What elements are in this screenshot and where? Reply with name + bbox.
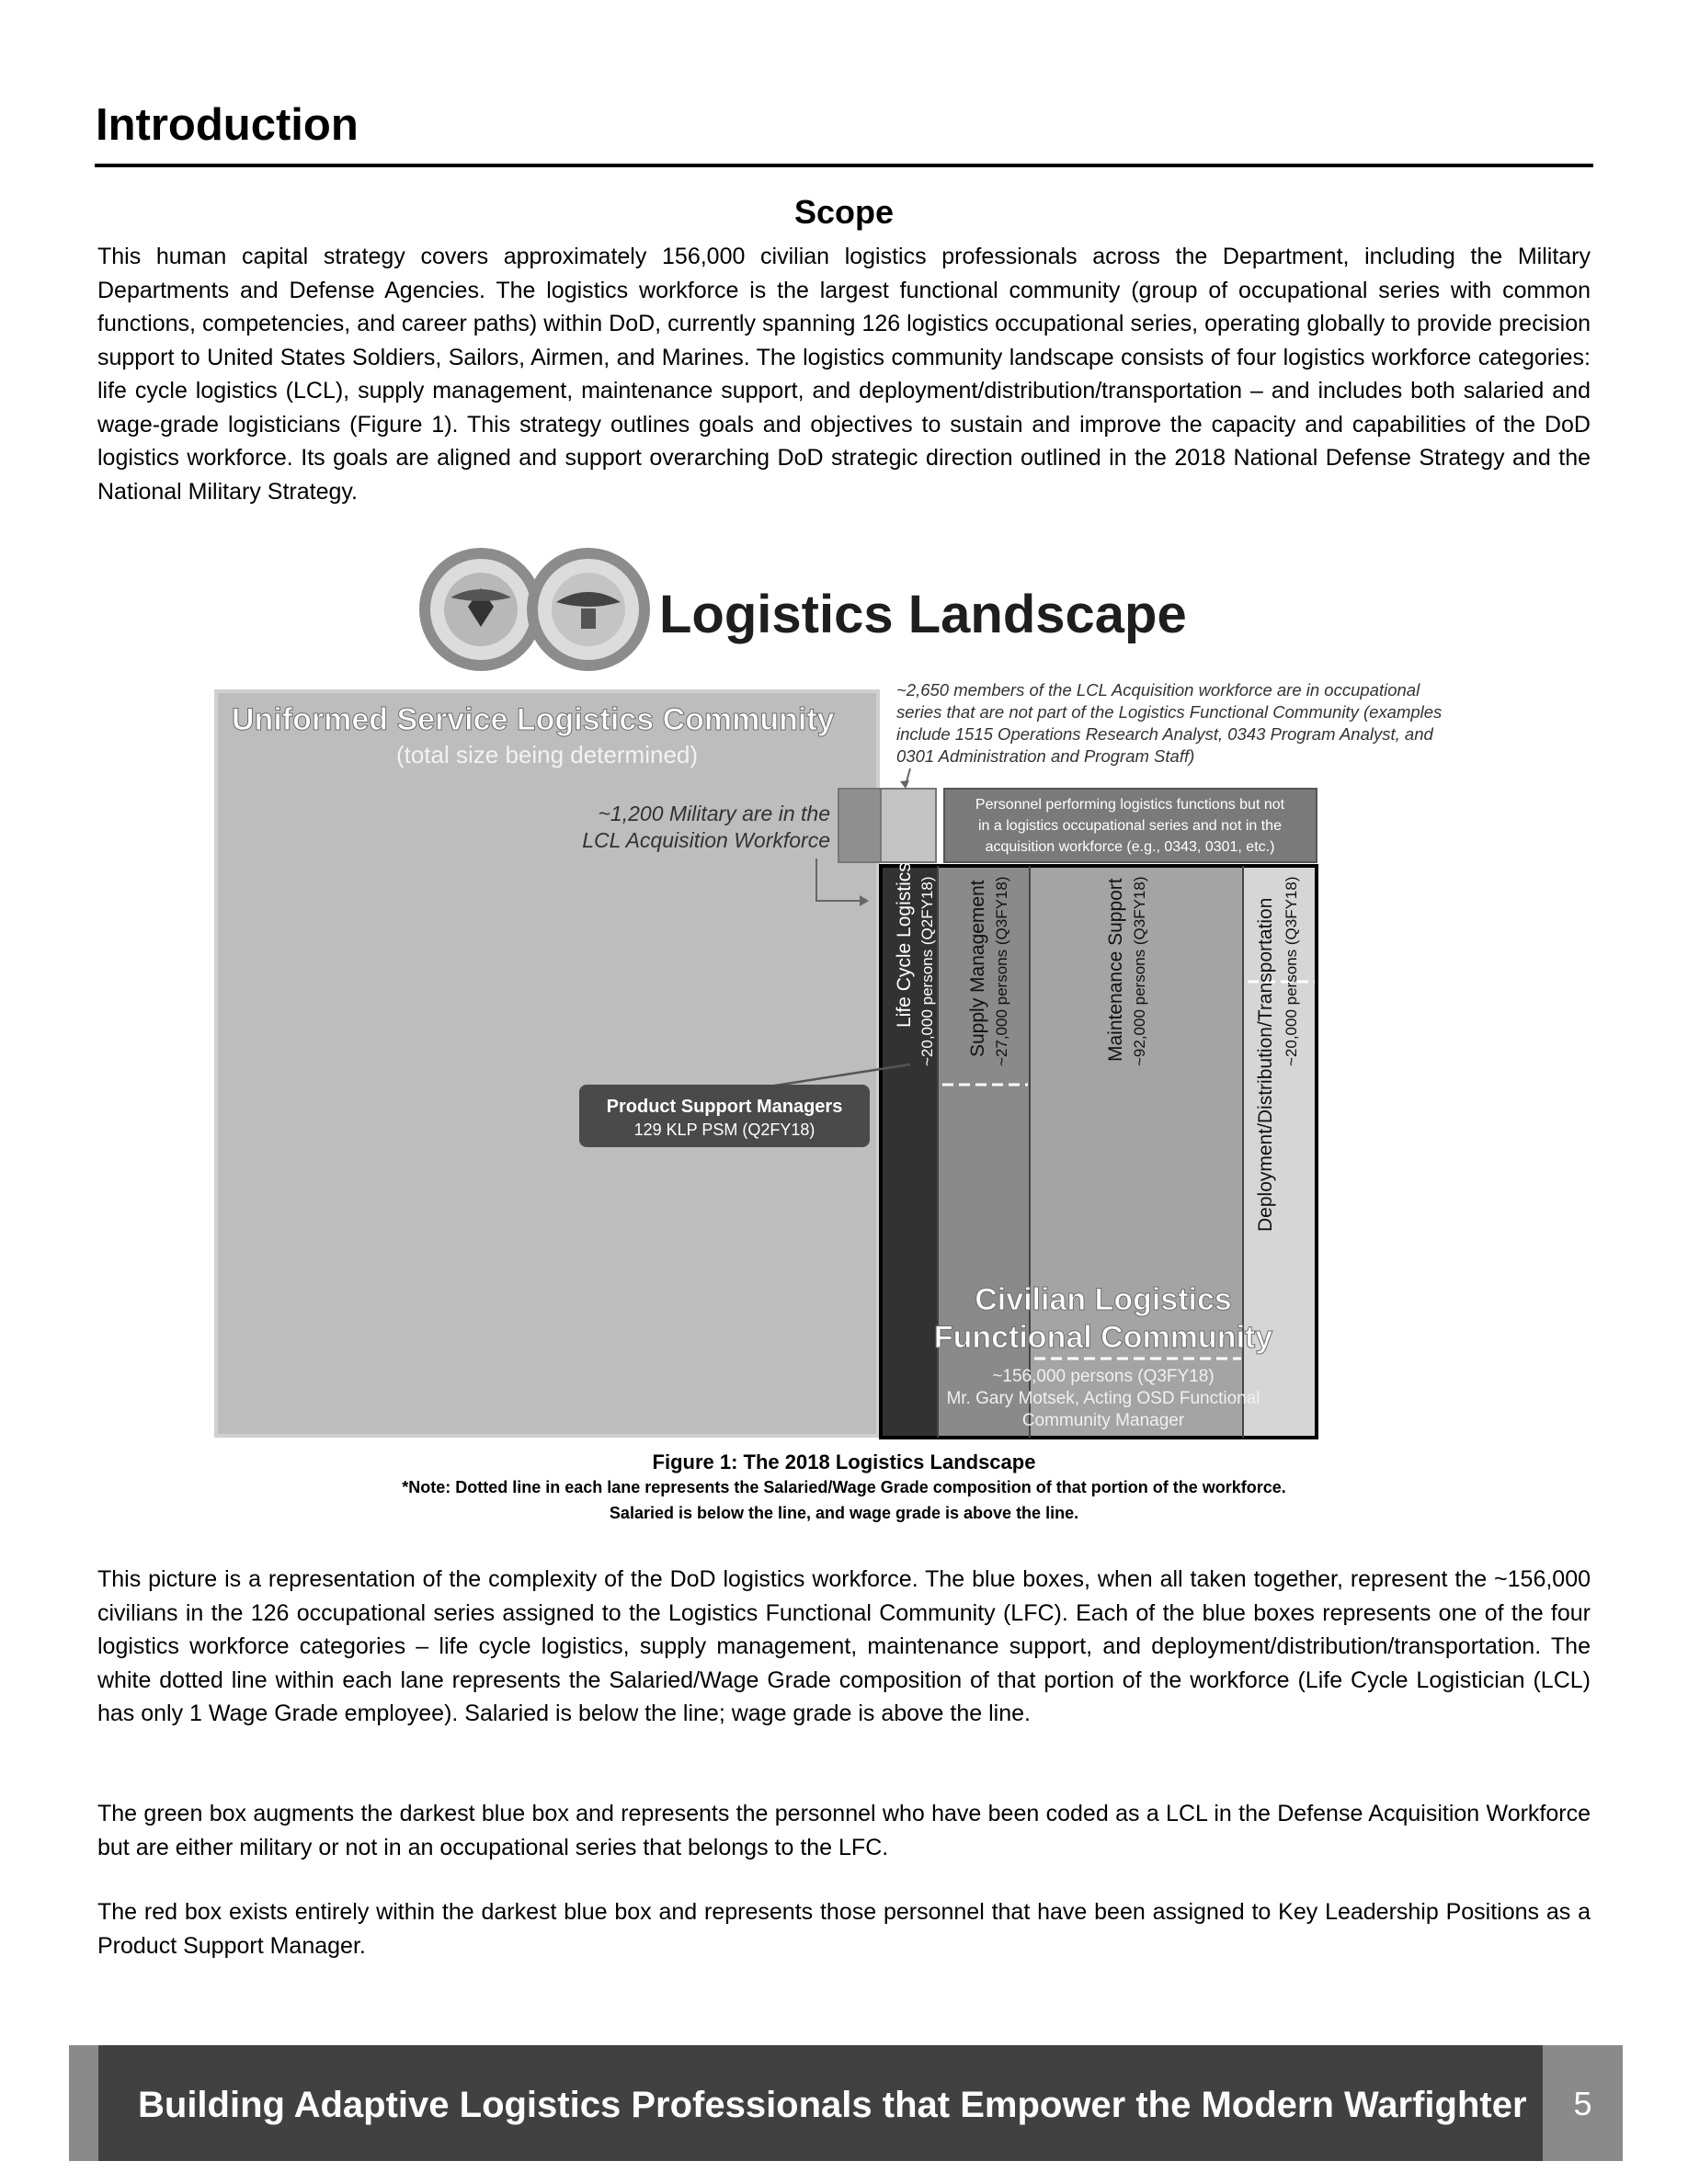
green-box-paragraph: The green box augments the darkest blue box and represents the personnel who have been coded as a LCL in the Defense Acquisition Workforce but are either military or not in an occupational series that belongs to the LFC. [97,1801,1591,1860]
personnel-box-line1: Personnel performing logistics functions but not [975,797,1285,813]
psm-title: Product Support Managers [606,1097,843,1117]
civilian-title-line1: Civilian Logistics [975,1282,1232,1317]
lane-label-deployment: Deployment/Distribution/Transportation [1255,897,1276,1232]
asd-lmr-seal-icon [527,548,650,671]
civilian-sub-line1: ~156,000 persons (Q3FY18) [992,1367,1215,1386]
scope-title: Scope [793,193,895,231]
footer-title: Building Adaptive Logistics Professionals that Empower the Modern Warfighter [138,2085,1527,2125]
personnel-box-line2: in a logistics occupational series and not in the [978,818,1282,834]
personnel-box-line3: acquisition workforce (e.g., 0343, 0301, etc.) [985,839,1275,855]
psm-subtitle: 129 KLP PSM (Q2FY18) [633,1120,815,1139]
figure-title: Logistics Landscape [659,585,1187,644]
logistics-landscape-figure [0,533,1688,1443]
lane-count-lcl: ~20,000 persons (Q2FY18) [918,876,936,1066]
uniformed-subtitle: (total size being determined) [395,741,699,768]
civilian-sub-line2: Mr. Gary Motsek, Acting OSD Functional [946,1389,1260,1408]
military-note-line2: LCL Acquisition Workforce [582,828,830,852]
lane-label-maintenance: Maintenance Support [1105,878,1126,1062]
lane-label-lcl: Life Cycle Logistics [894,862,915,1028]
lane-count-deployment: ~20,000 persons (Q3FY18) [1283,876,1300,1066]
military-note-line1: ~1,200 Military are in the [598,802,830,825]
heading-rule [95,164,1593,167]
red-box-paragraph: The red box exists entirely within the darkest blue box and represents those personnel that have been assigned to Key Leadership Positions as a Product Support Manager. [97,1899,1591,1959]
lcl-note-line2: series that are not part of the Logistics Functional Community (examples [896,702,1443,722]
lane-label-supply: Supply Management [967,880,988,1057]
figure-caption: Figure 1: The 2018 Logistics Landscape [652,1450,1036,1473]
footer-left-accent [69,2045,98,2161]
lane-count-supply: ~27,000 persons (Q3FY18) [993,876,1010,1066]
dod-seal-icon [419,548,542,671]
picture-paragraph: This picture is a representation of the complexity of the DoD logistics workforce. The blue boxes, when all taken together, represent the ~156,000 civilians in the 126 occupational series assigned to the Logistics Functional Community (LFC). Each of the blue boxes represents one of the four logistics workforce categories – life cycle logistics, supply management, maintenance support, and deployment/distribution/transportation. The white dotted line within each lane represents the Salaried/Wage Grade composition of that portion of the workforce (Life Cycle Logistician (LCL) has only 1 Wage Grade employee). Salaried is below the line; wage grade is above the line. [97,1566,1591,1726]
figure-note-2: Salaried is below the line, and wage grade is above the line. [609,1504,1079,1522]
scope-paragraph: This human capital strategy covers approximately 156,000 civilian logistics professionals across the Department, including the Military Departments and Defense Agencies. The logistics workforce is the largest functional community (group of occupational series with common functions, competencies, and career paths) within DoD, currently spanning 126 logistics occupational series, operating globally to provide precision support to United States Soldiers, Sailors, Airmen, and Marines. The logistics community landscape consists of four logistics workforce categories: life cycle logistics (LCL), supply management, maintenance support, and deployment/distribution/transportation – and includes both salaried and wage-grade logisticians (Figure 1). This strategy outlines goals and objectives to sustain and improve the capacity and capabilities of the DoD logistics workforce. Its goals are aligned and support overarching DoD strategic direction outlined in the 2018 National Defense Strategy and the National Military Strategy. [97,244,1591,505]
civilian-sub-line3: Community Manager [1021,1411,1185,1430]
lcl-acquisition-box [881,789,936,862]
civilian-title-line2: Functional Community [933,1320,1273,1355]
lcl-note-line1: ~2,650 members of the LCL Acquisition workforce are in occupational [896,680,1420,700]
lcl-note-line3: include 1515 Operations Research Analyst, 0343 Program Analyst, and [896,724,1433,744]
lane-count-maintenance: ~92,000 persons (Q3FY18) [1131,876,1148,1066]
page-number: 5 [1573,2085,1592,2122]
military-lcl-box [838,789,881,862]
lcl-note-line4: 0301 Administration and Program Staff) [896,746,1195,766]
section-heading: Introduction [96,100,359,150]
figure-note: *Note: Dotted line in each lane represents the Salaried/Wage Grade composition of that portion of the workforce. [402,1478,1286,1496]
uniformed-title: Uniformed Service Logistics Community [232,702,835,737]
